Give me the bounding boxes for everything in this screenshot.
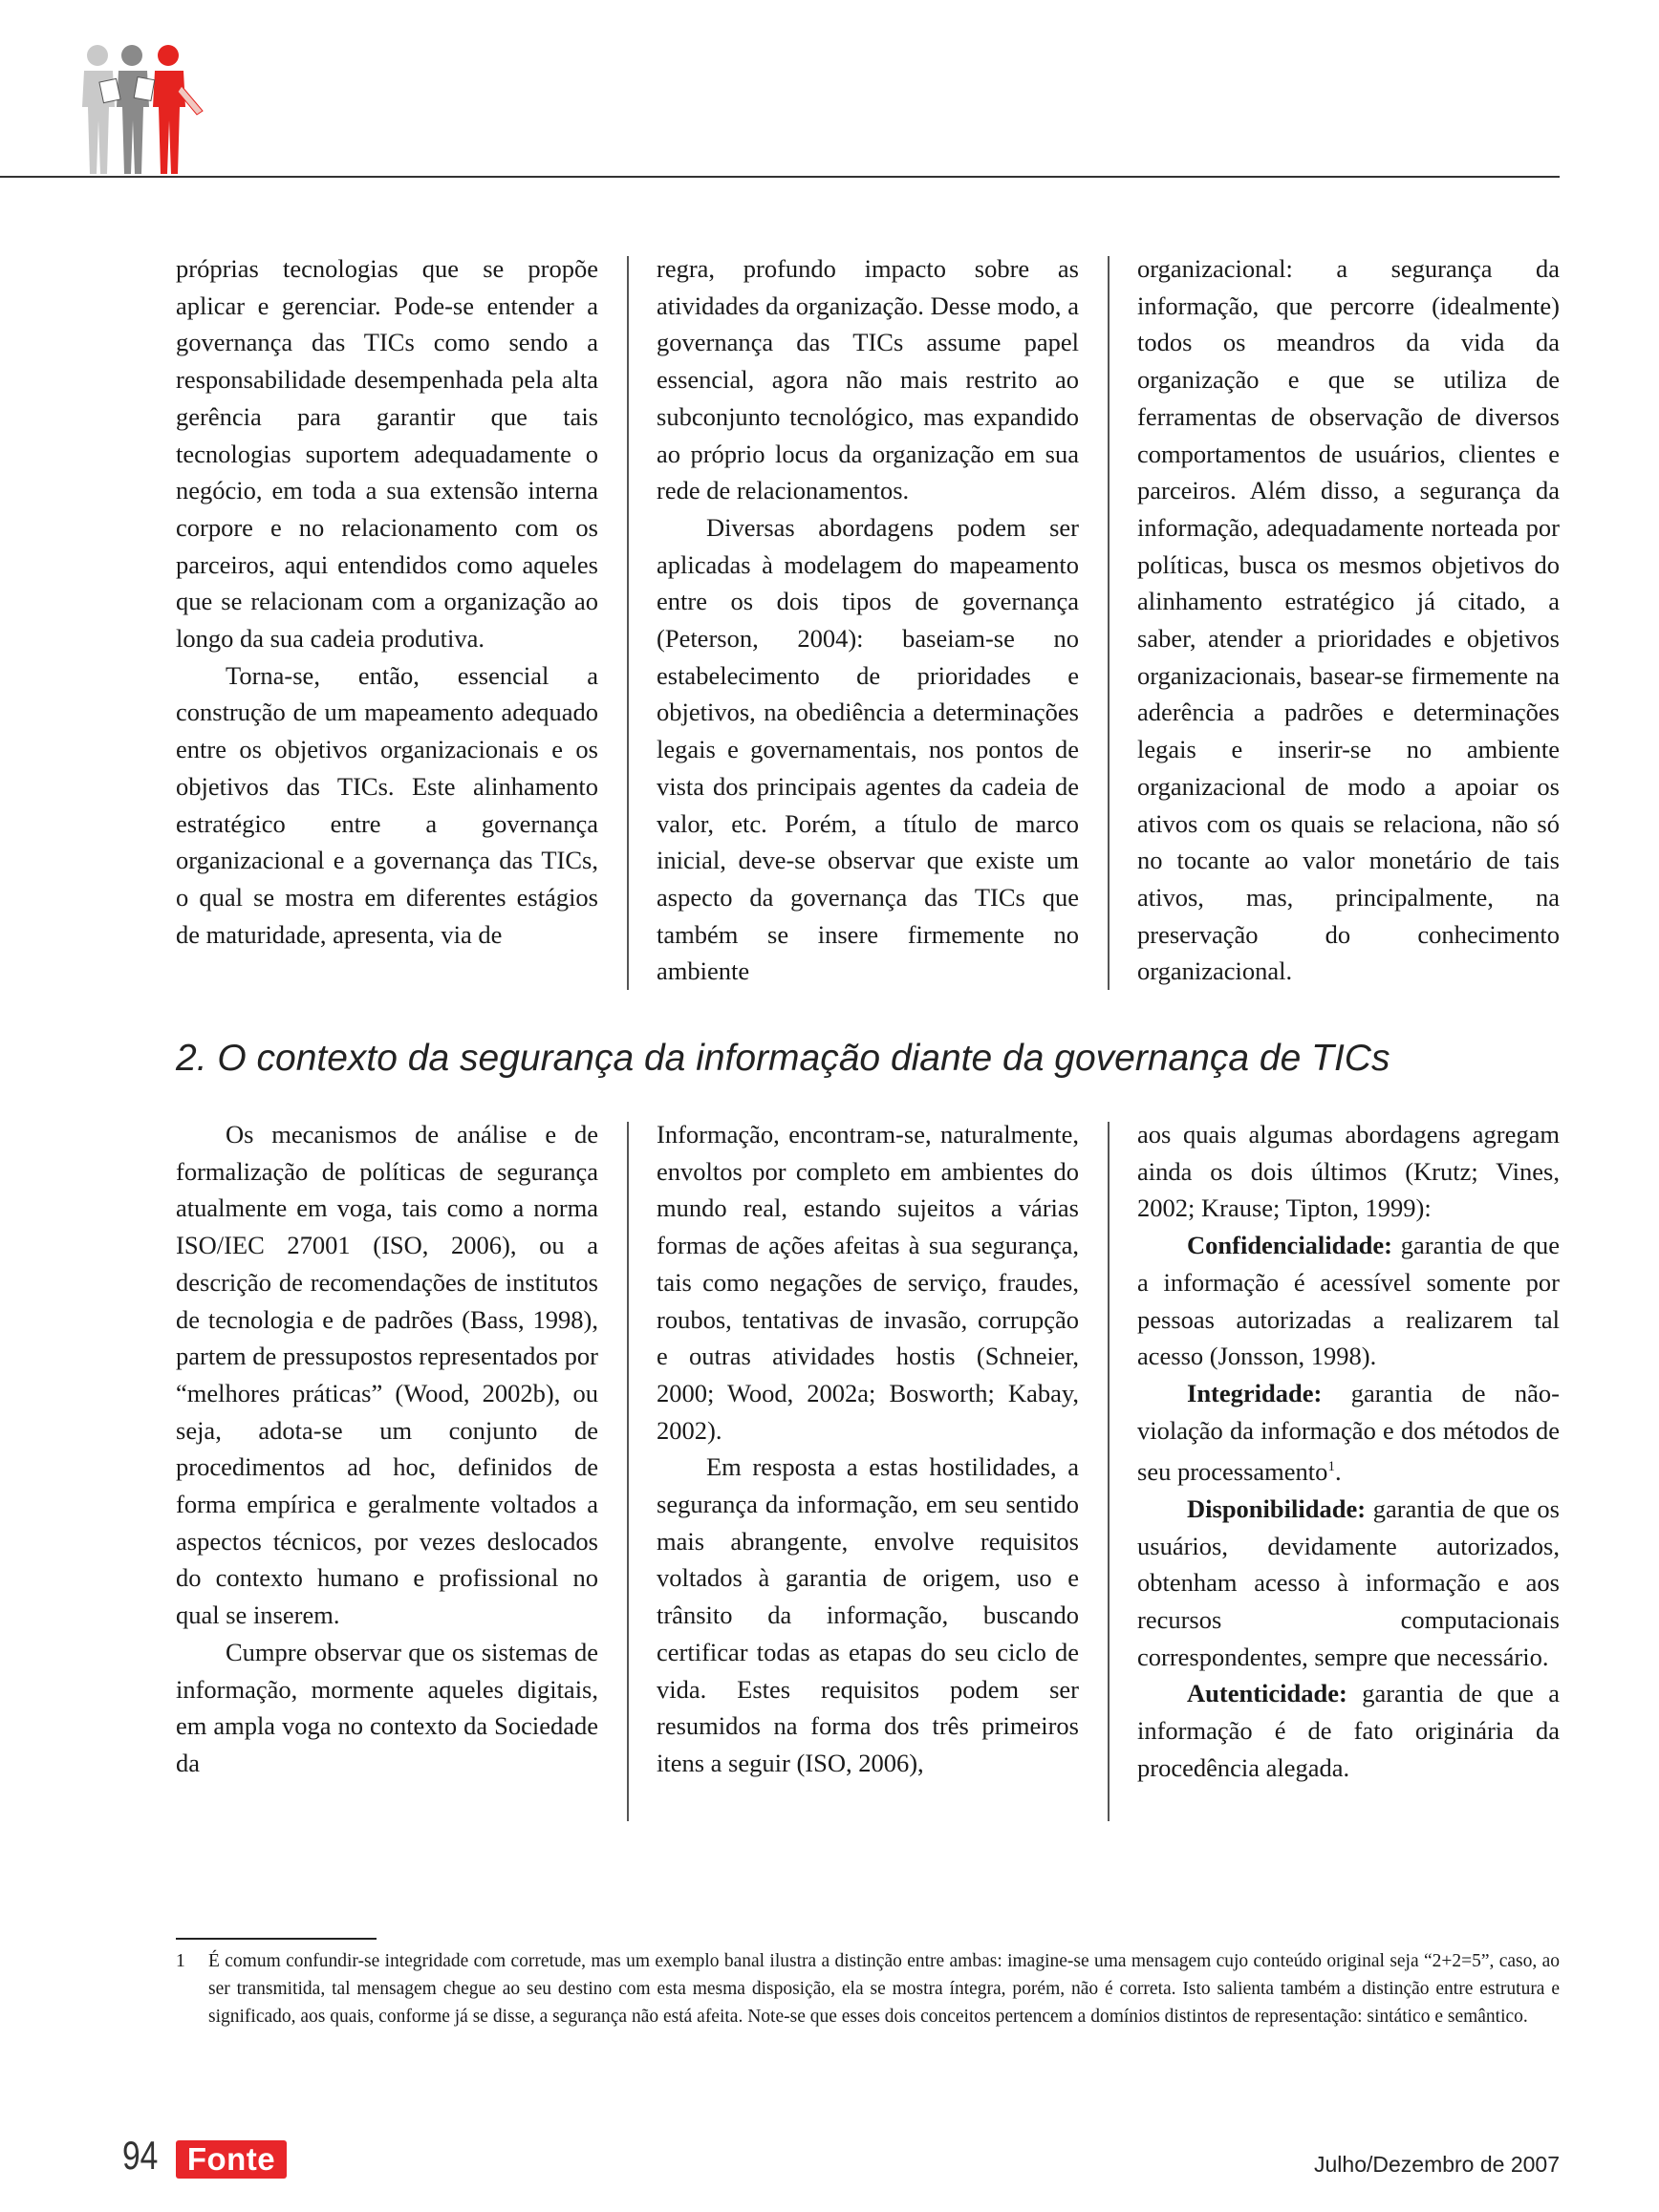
definition-text: garantia de que os usuários, devidamente autorizados, obtenham acesso à informação e aos recursos computacionais correspondentes, sempre que necessário. xyxy=(1137,1493,1560,1671)
paragraph: organizacional: a segurança da informação, que percorre (idealmente) todos os meandros da vida da organização e que se utiliza de ferramentas de observação de diversos comportamentos de usuários, clientes e parceiros. Além disso, a segurança da informação, adequadamente norteada por políticas, busca os mesmos objetivos do alinhamento estratégico já citado, a saber, atender a prioridades e objetivos organizacionais, basear-se firmemente na aderência a padrões e determinações legais e inserir-se no ambiente organizacional de modo a apoiar os ativos com os quais se relaciona, não só no tocante ao valor monetário de tais ativos, mas, principalmente, na preservação do conhecimento organizacional. xyxy=(1137,254,1560,986)
term: Disponibilidade: xyxy=(1187,1493,1367,1523)
term: Autenticidade: xyxy=(1187,1679,1347,1708)
bottom-columns xyxy=(176,1116,1560,1786)
paragraph: Os mecanismos de análise e de formalização de políticas de segurança atualmente em voga, tais como a norma ISO/IEC 27001 (ISO, 2006), ou a descrição de recomendações de institutos de tecnologia e de padrões (Bass, 1998), partem de pressupostos representados por “melhores práticas” (Wood, 2002b), ou seja, adota-se um conjunto de procedimentos ad hoc, definidos de forma empírica e geralmente voltados a aspectos técnicos, por vezes deslocados do contexto humano e profissional no qual se inserem. xyxy=(176,1120,598,1630)
column-divider xyxy=(1108,256,1110,990)
top-columns xyxy=(176,250,1560,990)
paragraph: próprias tecnologias que se propõe aplicar e gerenciar. Pode-se entender a governança das TICs como sendo a responsabilidade desempenhada pela alta gerência para garantir que tais tecnologias suportem adequadamente o negócio, em toda a sua extensão interna corpore e no relacionamento com os parceiros, aqui entendidos como aqueles que se relacionam com a organização ao longo da sua cadeia produtiva. xyxy=(176,254,598,654)
section-title: 2. O contexto da segurança da informação diante da governança de TICs xyxy=(176,1038,1390,1079)
definition-text: garantia de que a informação é acessível somente por pessoas autorizadas a realizarem tal acesso (Jonsson, 1998). xyxy=(1137,1231,1560,1371)
footnote-marker[interactable]: 1 xyxy=(1327,1459,1335,1475)
footnote-text: É comum confundir-se integridade com corretude, mas um exemplo banal ilustra a distinção entre ambas: imagine-se uma mensagem cujo conteúdo original seja “2+2=5”, caso, ao ser transmitida, tal mensagem chegue ao seu destino com esta mesma disposição, ela se mostra íntegra, porém, não é correta. Isto salienta também a distinção entre estrutura e significado, aos quais, conforme já se disse, a segurança não está afeita. Note-se que esses dois conceitos pertencem a domínios distintos de representação: sintático e semântico. xyxy=(208,1951,1560,2027)
period: . xyxy=(1334,1457,1342,1487)
footnote-number: 1 xyxy=(176,1951,185,1971)
paragraph: Em resposta a estas hostilidades, a segurança da informação, em seu sentido mais abrangente, envolve requisitos voltados à garantia de origem, uso e trânsito da informação, buscando certificar todas as etapas do seu ciclo de vida. Estes requisitos podem ser resumidos na forma dos três primeiros itens a seguir (ISO, 2006), xyxy=(657,1452,1079,1777)
magazine-logo xyxy=(176,2140,287,2179)
people-group-icon xyxy=(76,42,220,178)
term: Confidencialidade: xyxy=(1187,1231,1392,1260)
term: Integridade: xyxy=(1187,1378,1323,1407)
column-1 xyxy=(176,1116,598,1786)
column-3 xyxy=(1137,1116,1560,1786)
definition-text: garantia de que a informação é de fato originária da procedência alegada. xyxy=(1137,1679,1561,1782)
paragraph: regra, profundo impacto sobre as atividades da organização. Desse modo, a governança das TICs assume papel essencial, agora não mais restrito ao subconjunto tecnológico, mas expandido ao próprio locus da organização em sua rede de relacionamentos. xyxy=(657,254,1079,505)
header-rule xyxy=(0,176,1560,178)
footnote-rule xyxy=(176,1938,377,1940)
footnote xyxy=(176,1947,1560,2030)
paragraph: Cumpre observar que os sistemas de informação, mormente aqueles digitais, em ampla voga no contexto da Sociedade da xyxy=(176,1637,598,1777)
definition-integridade xyxy=(1137,1375,1560,1491)
definition-text: garantia de não-violação da informação e dos métodos de seu processamento xyxy=(1137,1378,1561,1487)
column-divider xyxy=(627,256,629,990)
paragraph: Informação, encontram-se, naturalmente, envoltos por completo em ambientes do mundo real, estando sujeitos a várias formas de ações afeitas à sua segurança, tais como negações de serviço, fraudes, roubos, tentativas de invasão, corrupção e outras atividades hostis (Schneier, 2000; Wood, 2002a; Bosworth; Kabay, 2002). xyxy=(657,1120,1079,1445)
column-1 xyxy=(176,250,598,990)
column-divider xyxy=(627,1122,629,1821)
definition-confidencialidade xyxy=(1137,1227,1560,1375)
paragraph: Torna-se, então, essencial a construção de um mapeamento adequado entre os objetivos organizacionais e os objetivos das TICs. Este alinhamento estratégico entre a governança organizacional e a governança das TICs, o qual se mostra em diferentes estágios de maturidade, apresenta, via de xyxy=(176,660,598,949)
column-2 xyxy=(657,1116,1079,1786)
paragraph: aos quais algumas abordagens agregam ainda os dois últimos (Krutz; Vines, 2002; Krause; Tipton, 1999): xyxy=(1137,1120,1560,1223)
paragraph: Diversas abordagens podem ser aplicadas à modelagem do mapeamento entre os dois tipos de governança (Peterson, 2004): baseiam-se no estabelecimento de prioridades e objetivos, na obediência a determinações legais e governamentais, nos pontos de vista dos principais agentes da cadeia de valor, etc. Porém, a título de marco inicial, deve-se observar que existe um aspecto da governança das TICs que também se insere firmemente no ambiente xyxy=(657,512,1079,986)
column-3 xyxy=(1137,250,1560,990)
magazine-name: Fonte xyxy=(186,2141,276,2177)
page-number: 94 xyxy=(122,2133,159,2178)
definition-disponibilidade xyxy=(1137,1491,1560,1676)
column-2 xyxy=(657,250,1079,990)
definition-autenticidade xyxy=(1137,1675,1560,1786)
column-divider xyxy=(1108,1122,1110,1821)
issue-date: Julho/Dezembro de 2007 xyxy=(1314,2152,1560,2177)
